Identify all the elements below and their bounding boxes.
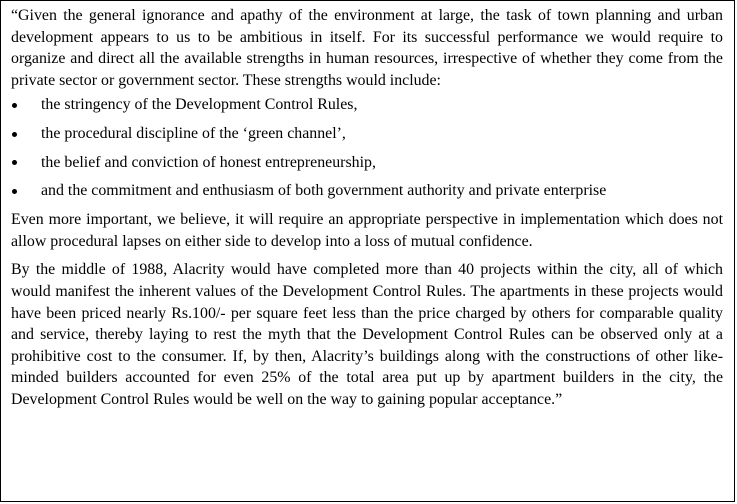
list-item <box>11 123 723 145</box>
list-item-text: the belief and conviction of honest entrepreneurship, <box>41 153 376 171</box>
perspective-paragraph: Even more important, we believe, it will require an appropriate perspective in implementation which does not allow procedural lapses on either side to develop into a loss of mutual confidence. <box>11 211 723 250</box>
strengths-list <box>11 94 723 202</box>
list-item <box>11 94 723 116</box>
list-item-text: the stringency of the Development Control Rules, <box>41 96 358 114</box>
projection-paragraph: By the middle of 1988, Alacrity would have completed more than 40 projects within the city, all of which would manifest the inherent values of the Development Control Rules. The apartments in these projects would have been priced nearly Rs.100/- per square feet less than the price charged by others for comparable quality and service, thereby laying to rest the myth that the Development Control Rules can be observed only at a prohibitive cost to the consumer. If, by then, Alacrity’s buildings along with the constructions of other like-minded builders accounted for even 25% of the total area put up by apartment builders in the city, the Development Control Rules would be well on the way to gaining popular acceptance.” <box>11 261 723 408</box>
list-item-text: and the commitment and enthusiasm of both government authority and private enterprise <box>41 182 607 200</box>
bullet-icon <box>12 160 17 165</box>
intro-paragraph: “Given the general ignorance and apathy of the environment at large, the task of town planning and urban development appears to us to be ambitious in itself. For its successful performance we would require to organize and direct all the available strengths in human resources, irrespective of whether they come from the private sector or government sector. These strengths would include: <box>11 7 723 89</box>
list-item <box>11 152 723 174</box>
bullet-icon <box>12 132 17 137</box>
list-item <box>11 180 723 202</box>
list-item-text: the procedural discipline of the ‘green channel’, <box>41 125 346 143</box>
bullet-icon <box>12 103 17 108</box>
bullet-icon <box>12 189 17 194</box>
